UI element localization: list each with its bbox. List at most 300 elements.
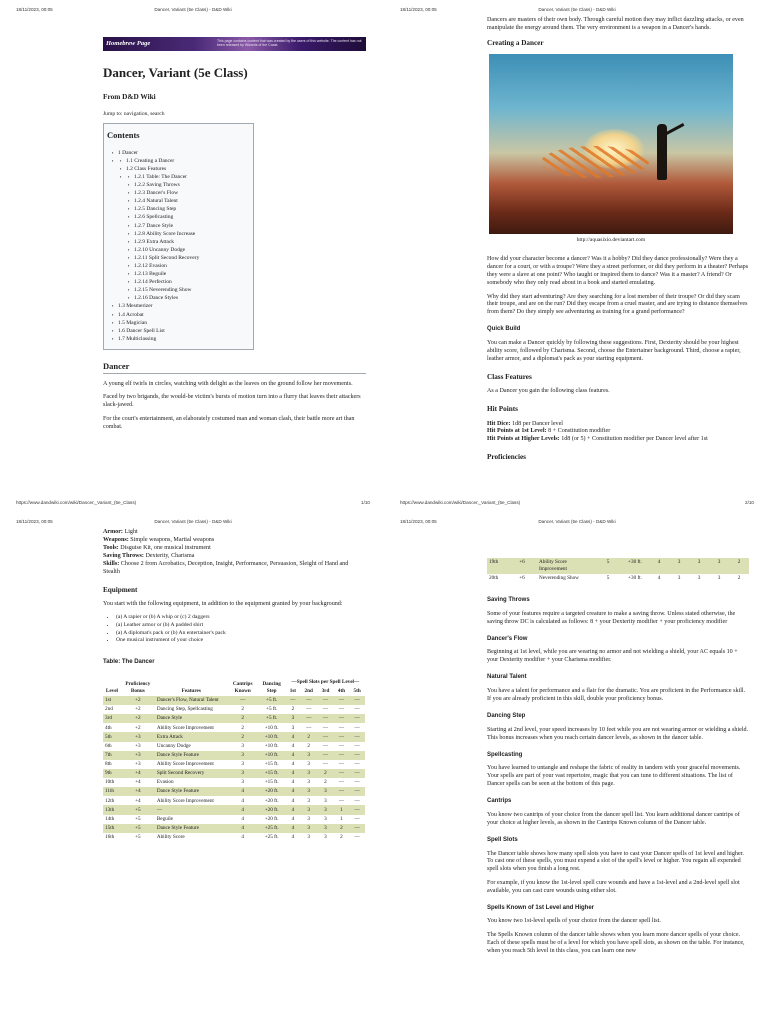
table-cell: — — [334, 714, 350, 723]
table-cell: 2 — [300, 732, 317, 741]
table-cell: 2 — [307, 742, 310, 749]
table-cell: — — [300, 714, 317, 723]
col-level: Level — [105, 688, 118, 695]
table-cell: +20 ft. — [258, 787, 286, 796]
toc-item[interactable]: ▪ ▪ 1.2.1 Table: The Dancer — [134, 173, 249, 181]
table-cell: — — [300, 696, 317, 705]
toc-group — [118, 157, 249, 343]
table-cell: 2 — [737, 575, 741, 582]
paragraph: As a Dancer you gain the following class features. — [487, 388, 610, 395]
dancer-table — [103, 678, 365, 842]
table-row — [487, 558, 749, 574]
table-cell: 4 — [657, 575, 661, 582]
toc-item[interactable]: ▪ 1.2.5 Dancing Step — [134, 205, 249, 213]
table-cell: 4 — [291, 797, 295, 804]
table-cell: Dancer's Flow, Natural Talent — [155, 696, 228, 705]
table-row — [103, 751, 365, 760]
table-cell: Dance Style Feature — [155, 787, 228, 796]
table-cell: 4 — [228, 824, 258, 833]
table-cell: 3 — [324, 834, 327, 841]
table-cell: 6th — [105, 742, 112, 749]
table-row — [103, 805, 365, 814]
page-header — [16, 519, 370, 527]
table-cell: 2nd — [105, 706, 113, 713]
table-cell: 3 — [317, 824, 333, 833]
table-cell: 16th — [105, 834, 115, 841]
page-title: Dancer, Variant (5e Class) — [103, 65, 248, 80]
col-features: Features — [181, 688, 201, 695]
table-cell: 4 — [241, 834, 244, 841]
table-cell: — — [317, 751, 333, 760]
table-cell: 3 — [689, 558, 709, 574]
table-cell: 4 — [291, 779, 295, 786]
heading-dancer: Dancer — [103, 361, 366, 374]
table-cell: 4 — [286, 824, 300, 833]
toc-item[interactable]: ▪ ▪ 1.1 Creating a Dancer — [126, 157, 249, 165]
page-footer — [16, 500, 370, 508]
page-header — [16, 7, 370, 15]
table-cell: 4 — [291, 834, 295, 841]
table-cell: 3 — [300, 787, 317, 796]
table-cell: 3 — [317, 805, 333, 814]
table-cell: +20 ft. — [258, 805, 286, 814]
pdf-page-1 — [0, 0, 384, 512]
col-slot-5: 5th — [353, 688, 361, 695]
table-row — [103, 705, 365, 714]
table-cell: — — [322, 706, 329, 713]
table-cell: 11th — [103, 787, 121, 796]
table-cell: +3 — [135, 742, 141, 749]
table-cell: Dance Style — [155, 714, 228, 723]
table-cell: 3rd — [103, 714, 121, 723]
table-cell: 3 — [300, 824, 317, 833]
toc-item[interactable]: ▪ 1.2.11 Split Second Recovery — [134, 254, 249, 262]
table-of-contents — [103, 123, 254, 350]
toc-item[interactable]: ▪ 1.5 Magician — [118, 319, 249, 327]
table-cell: 1 — [334, 805, 350, 814]
table-cell: — — [349, 769, 365, 778]
equipment-item: • (a) Leather armor or (b) A padded shirt — [116, 622, 366, 630]
table-cell: — — [334, 769, 350, 778]
heading-quick-build: Quick Build — [487, 326, 521, 333]
toc-item[interactable]: ▪ 1.2.2 Saving Throws — [134, 181, 249, 189]
toc-item[interactable]: ▪ 1.2.10 Uncanny Dodge — [134, 246, 249, 254]
dancer-illustration — [489, 54, 733, 234]
table-cell: — — [322, 761, 329, 768]
toc-item[interactable]: ▪ 1.2.12 Evasion — [134, 262, 249, 270]
table-cell: +5 ft. — [258, 714, 286, 723]
table-cell: +5 ft. — [266, 706, 278, 713]
table-cell: 4 — [286, 732, 300, 741]
page-header — [400, 7, 754, 15]
header-date: 18/11/2023, 00:05 — [16, 7, 53, 12]
table-cell: — — [286, 696, 300, 705]
pdf-page-2 — [384, 0, 768, 512]
section-heading: Saving Throws — [487, 597, 530, 603]
table-cell: Neverending Show — [539, 575, 579, 582]
table-cell: +3 — [121, 732, 155, 741]
table-cell: 10th — [105, 779, 115, 786]
table-cell: +5 ft. — [258, 696, 286, 705]
table-cell: 3 — [241, 779, 244, 786]
table-cell: 4 — [649, 558, 669, 574]
paragraph: For the court's entertainment, an elaborately costumed man and woman clash, their battle more art than combat. — [103, 415, 355, 430]
table-cell: +5 — [121, 805, 155, 814]
table-cell: 3 — [307, 834, 310, 841]
homebrew-notice: This page contains content that was created by the users of this website. The content has not been released by Wizards of the Coast. — [217, 39, 362, 48]
table-cell: 3 — [300, 769, 317, 778]
page-header — [400, 519, 754, 527]
section-heading: Spell Slots — [487, 836, 518, 843]
table-cell: — — [155, 805, 228, 814]
table-cell: 3 — [697, 575, 701, 582]
proficiency-line: Skills: Choose 2 from Acrobatics, Deception, Insight, Performance, Persuasion, Sleight of Hand and Stealth — [103, 560, 349, 575]
table-cell: 3 — [677, 575, 681, 582]
table-cell: — — [338, 761, 345, 768]
col-proficiency: Proficiency Bonus — [125, 681, 151, 695]
table-cell: +25 ft. — [258, 824, 286, 833]
table-cell: 15th — [103, 824, 121, 833]
table-title: Table: The Dancer — [103, 658, 155, 665]
col-slot-4: 4th — [337, 688, 346, 695]
header-date: 18/11/2023, 00:05 — [400, 7, 437, 12]
table-cell: 3 — [669, 558, 689, 574]
toc-subgroup — [126, 173, 249, 303]
table-cell: — — [334, 787, 350, 796]
toc-item[interactable]: ▪ 1.3 Mesmerizer — [118, 302, 249, 310]
table-cell: 3 — [307, 797, 310, 804]
table-row — [103, 787, 365, 796]
table-cell: 4th — [105, 724, 112, 731]
table-cell: — — [354, 797, 360, 804]
table-cell: +20 ft. — [264, 815, 279, 822]
pdf-page-3 — [0, 512, 384, 1024]
table-cell: — — [354, 706, 360, 713]
table-cell: 4 — [228, 805, 258, 814]
table-cell: +15 ft. — [264, 779, 279, 786]
heading-equipment: Equipment — [103, 585, 138, 594]
paragraph: You start with the following equipment, in addition to the equipment granted by your background: — [103, 600, 343, 607]
table-cell: — — [354, 742, 360, 749]
table-cell: 2 — [317, 769, 333, 778]
table-cell: — — [354, 761, 360, 768]
table-cell: — — [349, 714, 365, 723]
table-cell: — — [349, 787, 365, 796]
col-cantrips: Cantrips Known — [232, 681, 253, 695]
table-cell: — — [354, 834, 360, 841]
table-cell: 2 — [241, 706, 244, 713]
heading-hit-points: Hit Points — [487, 405, 518, 414]
paragraph: How did your character become a dancer? Was it a hobby? Did they dance professionally? Were they a dancer for a court, or with a troupe? Were they a street performer, or did they perform in a theater? Perhaps they were a slave at one point? Who taught or inspired them to dance? Was it a master? A friend? Or somebody who they only read about in a book and started emulating. — [487, 256, 749, 287]
paragraph: You know two cantrips of your choice from the dancer spell list. You learn additional dancer cantrips of your choice at higher levels, as shown in the Cantrips Known column of the Dancer table. — [487, 811, 740, 826]
table-cell: 4 — [228, 787, 258, 796]
table-cell: +2 — [135, 724, 141, 731]
table-row — [103, 778, 365, 787]
col-slot-2: 2nd — [304, 688, 313, 695]
section-heading: Spells Known of 1st Level and Higher — [487, 904, 595, 911]
table-cell: 2 — [334, 824, 350, 833]
table-cell: — — [317, 714, 333, 723]
table-cell: 3 — [324, 815, 327, 822]
paragraph: You have a talent for performance and a flair for the dramatic. You are proficient in the Performance skill. If you are already proficient in this skill, double your proficiency bonus. — [487, 688, 746, 702]
table-cell: 2 — [729, 558, 749, 574]
table-cell: +6 — [519, 575, 525, 582]
toc-item[interactable]: ▪ 1.2.16 Dance Styles — [134, 294, 249, 302]
table-cell: Ability Score — [156, 834, 185, 841]
table-cell: +10 ft. — [258, 732, 286, 741]
table-row — [103, 769, 365, 778]
table-row — [103, 796, 365, 805]
page-number: 2/10 — [745, 500, 754, 505]
table-cell: +3 — [121, 751, 155, 760]
table-row — [103, 696, 365, 705]
section-heading: Natural Talent — [487, 674, 527, 681]
proficiency-line: Weapons: Simple weapons, Martial weapons — [103, 536, 215, 543]
table-cell: 3 — [324, 797, 327, 804]
table-row — [103, 742, 365, 751]
paragraph: You can make a Dancer quickly by following these suggestions. First, Dexterity should be your highest ability score, followed by Charisma. Second, choose the Entertainer background. Third, choose a rapier, leather armor, and a diplomat's pack as your starting equipment. — [487, 340, 741, 362]
page-footer — [400, 500, 754, 508]
hit-points-line: Hit Points at 1st Level: 8 + Constitution modifier — [487, 428, 611, 435]
table-cell: 2 — [228, 714, 258, 723]
table-cell: +2 — [121, 696, 155, 705]
table-cell: 3 — [709, 558, 729, 574]
table-cell: Extra Attack — [155, 732, 228, 741]
dancer-table-continued — [487, 558, 749, 583]
col-slot-3: 3rd — [321, 688, 330, 695]
header-title: Dancer, Variant (5e Class) - D&D Wiki — [538, 519, 616, 524]
table-cell: — — [317, 696, 333, 705]
table-cell: 3 — [717, 575, 721, 582]
toc-item[interactable]: ▪ 1.2.8 Ability Score Increase — [134, 230, 249, 238]
paragraph: Starting at 2nd level, your speed increases by 10 feet while you are not wearing armor or wielding a shield. This bonus increases when you reach certain dancer levels, as shown in the dancer table. — [487, 726, 749, 741]
toc-item[interactable]: ▪ 1.4 Acrobat — [118, 311, 249, 319]
table-cell: Ability Score Improvement — [537, 558, 595, 574]
table-cell: 3 — [228, 751, 258, 760]
paragraph: You have learned to untangle and reshape the fabric of reality in tandem with your graceful movements. Your spells are part of your vast repertoire, magic that you can tune to different situations. The list of Dancer spells can be seen at the bottom of this page. — [487, 765, 741, 788]
paragraph: Dancers are masters of their own body. Through careful motion they may inflict dazzling attacks, or even manipulate the energy around them. The very environment is a weapon in a Dancer's hands. — [487, 17, 744, 31]
table-cell: — — [317, 732, 333, 741]
table-cell: 4 — [241, 815, 244, 822]
heading-proficiencies: Proficiencies — [487, 453, 526, 462]
table-cell: +4 — [135, 779, 141, 786]
toc-item[interactable]: ▪ 1.2.14 Perfection — [134, 278, 249, 286]
table-cell: 5 — [606, 575, 610, 582]
table-cell: Ability Score Improvement — [156, 761, 214, 768]
proficiencies-block — [103, 529, 366, 577]
table-row — [103, 760, 365, 769]
equipment-list — [103, 614, 366, 644]
table-cell: +4 — [121, 769, 155, 778]
table-cell: 9th — [103, 769, 121, 778]
hit-points-line: Hit Dice: 1d8 per Dancer level — [487, 420, 563, 427]
table-cell: — — [228, 696, 258, 705]
table-cell: +4 — [135, 797, 141, 804]
paragraph: The Dancer table shows how many spell slots you have to cast your Dancer spells of 1st level and higher. To cast one of these spells, you must expend a slot of the spell's level or higher. You regain all expended spell slots when you finish a long rest. — [487, 850, 744, 873]
table-cell: 2 — [324, 779, 327, 786]
jump-to-links[interactable]: Jump to: navigation, search — [103, 111, 165, 118]
table-cell: — — [338, 797, 345, 804]
header-date: 18/11/2023, 00:05 — [400, 519, 437, 524]
toc-item[interactable]: ▪ 1.2 Class Features — [126, 165, 249, 173]
table-cell: +10 ft. — [264, 742, 279, 749]
homebrew-label: Homebrew Page — [106, 40, 151, 47]
table-cell: — — [334, 696, 350, 705]
table-cell: — — [334, 751, 350, 760]
table-cell: +15 ft. — [258, 769, 286, 778]
table-cell: +10 ft. — [264, 724, 279, 731]
table-cell: — — [338, 706, 345, 713]
table-cell: 4 — [291, 761, 295, 768]
table-cell: — — [349, 824, 365, 833]
table-cell: 3 — [286, 714, 300, 723]
table-cell: 3 — [300, 805, 317, 814]
table-cell: — — [306, 724, 312, 731]
table-cell: Dance Style Feature — [155, 751, 228, 760]
paragraph: Some of your features require a targeted creature to make a saving throw. Unless stated otherwise, the saving throw DC is calculated as follows: 8 + your Dexterity modifier + your proficiency modifier — [487, 610, 736, 625]
table-cell: 20th — [489, 575, 499, 582]
table-cell: 4 — [291, 815, 295, 822]
toc-item[interactable]: ▪ 1.2.3 Dancer's Flow — [134, 189, 249, 197]
table-cell: — — [306, 706, 312, 713]
table-cell: 3 — [241, 761, 244, 768]
footer-url: https://www.dandwiki.com/wiki/Dancer,_Variant_(5e_Class) — [400, 500, 521, 505]
table-cell: 13th — [103, 805, 121, 814]
table-cell: Beguile — [156, 815, 173, 822]
paragraph: Faced by two brigands, the would-be victim's bursts of motion turn into a flurry that leaves their attackers slack-jawed. — [103, 394, 361, 409]
paragraph: Beginning at 1st level, while you are wearing no armor and not wielding a shield, your AC equals 10 + your Dexterity modifier + your Charisma modifier. — [487, 649, 738, 664]
table-row — [103, 723, 365, 732]
homebrew-banner[interactable] — [103, 37, 366, 51]
table-cell: 19th — [487, 558, 507, 574]
table-cell: +30 ft. — [628, 575, 642, 582]
table-cell: +3 — [135, 761, 141, 768]
table-cell: — — [349, 732, 365, 741]
table-cell: 3 — [317, 787, 333, 796]
table-cell: +2 — [121, 714, 155, 723]
col-slot-1: 1st — [289, 688, 297, 695]
table-cell: +6 — [507, 558, 537, 574]
table-cell: 4 — [286, 751, 300, 760]
table-cell: 2 — [291, 706, 295, 713]
table-cell: 14th — [105, 815, 115, 822]
toc-item[interactable]: ▪ 1.2.6 Spellcasting — [134, 213, 249, 221]
table-cell: 5 — [595, 558, 621, 574]
table-cell: +15 ft. — [264, 761, 279, 768]
table-cell: +25 ft. — [264, 834, 279, 841]
table-cell: 12th — [105, 797, 115, 804]
table-cell: Dancing Step, Spellcasting — [156, 706, 213, 713]
table-cell: Split Second Recovery — [155, 769, 228, 778]
table-row — [103, 714, 365, 723]
table-cell: 4 — [286, 787, 300, 796]
toc-item[interactable]: ▪ 1.2.13 Beguile — [134, 270, 249, 278]
table-cell: — — [349, 805, 365, 814]
toc-item[interactable]: ▪ 1.2.15 Neverending Show — [134, 286, 249, 294]
equipment-item: • One musical instrument of your choice — [116, 637, 366, 645]
table-cell: — — [322, 724, 329, 731]
proficiency-line: Tools: Disguise Kit, one musical instrument — [103, 544, 211, 551]
table-cell: +5 — [135, 834, 141, 841]
table-cell: — — [349, 696, 365, 705]
col-spell-slots: —Spell Slots per Spell Level— — [291, 679, 360, 686]
table-cell: Ability Score Improvement — [156, 797, 214, 804]
table-cell: 4 — [286, 769, 300, 778]
header-title: Dancer, Variant (5e Class) - D&D Wiki — [154, 7, 232, 12]
col-dancing-step: Dancing Step — [262, 681, 281, 695]
toc-item[interactable]: ▪ 1.7 Multiclassing — [118, 335, 249, 343]
toc-title: Contents — [107, 129, 140, 140]
paragraph: You know two 1st-level spells of your choice from the dancer spell list. — [487, 918, 661, 925]
table-cell: +5 — [121, 824, 155, 833]
table-cell: — — [354, 779, 360, 786]
table-cell: — — [338, 742, 345, 749]
table-cell: Evasion — [156, 779, 174, 786]
table-cell: — — [349, 751, 365, 760]
proficiency-line: Armor: Light — [103, 529, 138, 535]
toc-item[interactable]: ▪ 1.6 Dancer Spell List — [118, 327, 249, 335]
site-subtitle: From D&D Wiki — [103, 91, 156, 101]
table-row — [103, 824, 365, 833]
table-cell: 4 — [291, 742, 295, 749]
table-cell: +30 ft. — [621, 558, 649, 574]
paragraph: For example, if you know the 1st-level spell cure wounds and have a 1st-level and a 2nd-level spell slot available, you can cast cure wounds using either slot. — [487, 879, 740, 894]
equipment-item: • (a) A rapier or (b) A whip or (c) 2 daggers — [116, 614, 366, 622]
table-cell: 1st — [103, 696, 121, 705]
table-cell: Dance Style Feature — [155, 824, 228, 833]
table-cell: +20 ft. — [264, 797, 279, 804]
table-cell: 2 — [241, 724, 244, 731]
toc-item[interactable]: ▪ 1.2.9 Extra Attack — [134, 238, 249, 246]
table-cell: 3 — [307, 761, 310, 768]
table-cell: 3 — [307, 779, 310, 786]
page-number: 1/10 — [361, 500, 370, 505]
table-cell: 3 — [307, 815, 310, 822]
hit-points-block — [487, 421, 750, 445]
section-heading: Dancer's Flow — [487, 635, 528, 642]
section-heading: Dancing Step — [487, 712, 526, 719]
equipment-item: • (a) A diplomat's pack or (b) An entertainer's pack — [116, 630, 366, 638]
header-title: Dancer, Variant (5e Class) - D&D Wiki — [538, 7, 616, 12]
table-cell: 4 — [286, 805, 300, 814]
pdf-page-4 — [384, 512, 768, 1024]
heading-class-features: Class Features — [487, 372, 532, 381]
table-cell: 5th — [103, 732, 121, 741]
header-title: Dancer, Variant (5e Class) - D&D Wiki — [154, 519, 232, 524]
table-cell: 4 — [241, 797, 244, 804]
table-cell: — — [322, 742, 329, 749]
image-caption[interactable]: http://aquasixio.deviantart.com — [576, 237, 646, 244]
table-cell: Uncanny Dodge — [156, 742, 191, 749]
section-heading: Cantrips — [487, 798, 512, 805]
toc-item[interactable]: ▪ 1.2.4 Natural Talent — [134, 197, 249, 205]
table-cell: — — [338, 779, 345, 786]
table-cell: — — [338, 724, 345, 731]
paragraph: Why did they start adventuring? Are they searching for a lost member of their troupe? Or did they scam their troupe, and are on the run? Did they escape from a cruel master, and are trying to distance themselves from them? Do they simply see adventuring as training for a grand performance? — [487, 293, 748, 316]
table-cell: +2 — [135, 706, 141, 713]
toc-item[interactable]: ▪ 1 Dancer — [118, 149, 249, 157]
table-cell: Ability Score Improvement — [156, 724, 214, 731]
table-row — [103, 732, 365, 741]
table-cell: 2 — [228, 732, 258, 741]
table-row — [103, 815, 365, 824]
table-cell: 3 — [228, 769, 258, 778]
toc-item[interactable]: ▪ 1.2.7 Dance Style — [134, 222, 249, 230]
table-cell: 8th — [105, 761, 112, 768]
table-row — [103, 833, 365, 842]
table-cell: — — [354, 815, 360, 822]
footer-url: https://www.dandwiki.com/wiki/Dancer,_Variant_(5e_Class) — [16, 500, 137, 505]
